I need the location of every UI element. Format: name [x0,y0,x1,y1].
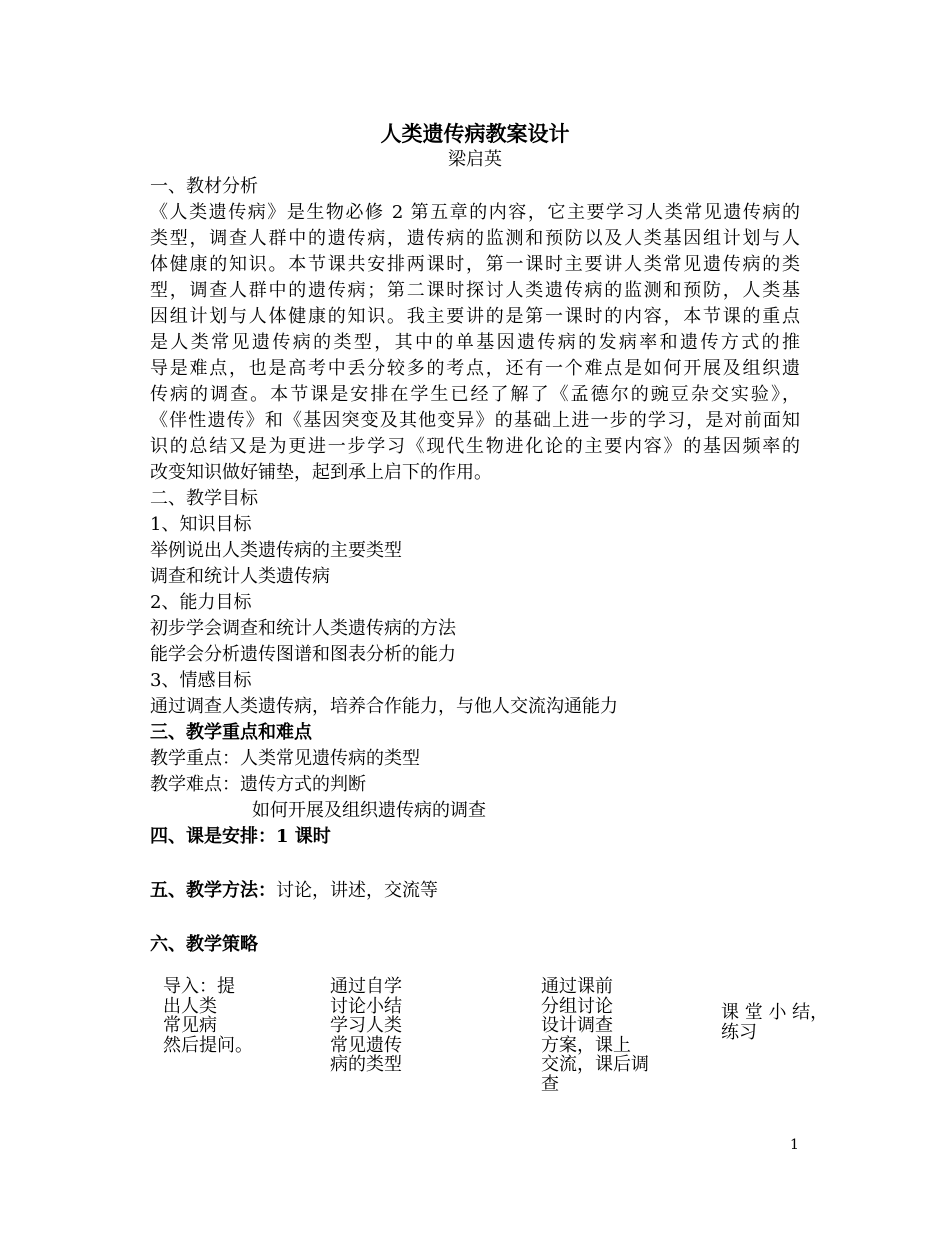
paragraph-line: 《伴性遗传》和《基因突变及其他变异》的基础上进一步的学习，是对前面知 [150,410,800,431]
cell-line: 病的类型 [330,1054,402,1075]
section-heading-schedule: 四、课是安排：1 课时 [150,826,331,847]
difficulty-row [150,772,800,798]
cell-line: 查 [541,1073,559,1095]
difficulty-text-2: 如何开展及组织遗传病的调查 [252,800,486,821]
cell-line: 常见遗传 [330,1034,402,1056]
difficulty-label: 教学难点： [150,774,240,795]
key-point-row [150,746,800,772]
paragraph-line: 导是难点，也是高考中丢分较多的考点，还有一个难点是如何开展及组织遗 [150,358,800,379]
subheading-ability: 2、能力目标 [150,592,252,613]
objective-item: 通过调查人类遗传病，培养合作能力，与他人交流沟通能力 [150,696,618,717]
section-heading-objectives: 二、教学目标 [150,488,258,509]
paragraph-line: 体健康的知识。本节课共安排两课时，第一课时主要讲人类常见遗传病的类 [150,254,800,275]
document-body [150,174,800,958]
cell-line: 方案，课上 [541,1034,631,1056]
cell-line: 交流，课后调 [541,1054,649,1075]
paragraph-line: 类型，调查人群中的遗传病，遗传病的监测和预防以及人类基因组计划与人 [150,228,800,249]
objective-item: 调查和统计人类遗传病 [150,566,330,587]
strategy-cell-summary [721,1003,828,1042]
cell-line: 然后提问。 [163,1034,253,1056]
methods-row [150,878,800,904]
cell-line: 分组讨论 [541,995,613,1017]
paragraph-line: 传病的调查。本节课是安排在学生已经了解了《孟德尔的豌豆杂交实验》， [150,384,800,405]
strategy-cell-intro [163,977,253,1055]
paragraph-line: 是人类常见遗传病的类型，其中的单基因遗传病的发病率和遗传方式的推 [150,332,800,353]
paragraph-line: 改变知识做好铺垫，起到承上启下的作用。 [150,462,492,483]
section-heading-key-points: 三、教学重点和难点 [150,722,312,743]
paragraph-line: 识的总结又是为更进一步学习《现代生物进化论的主要内容》的基因频率的 [150,436,800,457]
objective-item: 初步学会调查和统计人类遗传病的方法 [150,618,456,639]
key-point-label: 教学重点： [150,748,240,769]
cell-line: 讨论小结 [330,995,402,1017]
paragraph-line: 型，调查人群中的遗传病；第二课时探讨人类遗传病的监测和预防，人类基 [150,280,800,301]
cell-line: 练习 [721,1021,757,1043]
section-heading-methods: 五、教学方法： [150,880,276,901]
strategy-cell-self-study [330,977,402,1075]
document-title: 人类遗传病教案设计 [380,121,570,146]
cell-line: 通过课前 [541,976,613,997]
difficulty-text: 遗传方式的判断 [240,774,366,795]
cell-line: 课 堂 小 结， [721,1002,829,1023]
section-heading-strategy: 六、教学策略 [150,934,258,955]
key-point-text: 人类常见遗传病的类型 [240,748,420,769]
objective-item: 能学会分析遗传图谱和图表分析的能力 [150,644,456,665]
objective-item: 举例说出人类遗传病的主要类型 [150,540,402,561]
paragraph-line: 因组计划与人体健康的知识。我主要讲的是第一课时的内容，本节课的重点 [150,306,800,327]
cell-line: 导入：提 [163,976,235,997]
section-heading-analysis: 一、教材分析 [150,176,258,197]
paragraph-line: 《人类遗传病》是生物必修 2 第五章的内容，它主要学习人类常见遗传病的 [150,202,800,223]
document-author: 梁启英 [448,149,502,170]
page-number: 1 [790,1137,799,1153]
methods-text: 讨论，讲述，交流等 [276,880,438,901]
cell-line: 学习人类 [330,1015,402,1036]
cell-line: 设计调查 [541,1015,613,1036]
subheading-knowledge: 1、知识目标 [150,514,252,535]
cell-line: 通过自学 [330,976,402,997]
subheading-emotion: 3、情感目标 [150,670,252,691]
strategy-cell-survey [541,977,649,1094]
cell-line: 出人类 [163,995,217,1017]
cell-line: 常见病 [163,1015,217,1036]
